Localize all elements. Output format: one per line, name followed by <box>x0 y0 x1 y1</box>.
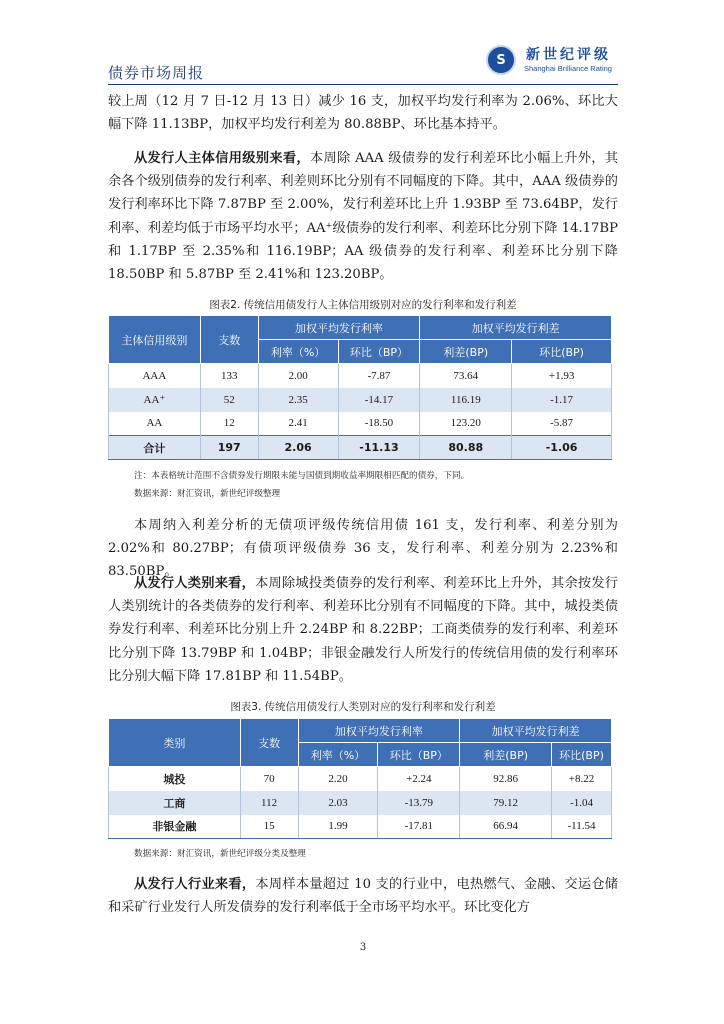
paragraph-lead: 从发行人类别来看， <box>134 576 256 591</box>
cell-spread: 73.64 <box>420 364 512 388</box>
cell-spread: 116.19 <box>420 388 512 412</box>
table3-header-rate-mom: 环比（BP） <box>378 743 460 767</box>
cell-category: 城投 <box>109 767 241 791</box>
cell-grade: AA <box>109 412 201 436</box>
table3-header-spread: 利差(BP) <box>460 743 552 767</box>
table-row <box>109 412 612 436</box>
paragraph-body: 本周除 AAA 级债券的发行利差环比小幅上升外，其余各个级别债券的发行利率、利差则环比分别有不同幅度的下降。其中，AAA 级债券的发行利率环比下降 7.87BP 至 2.00%，发行利差环比上升 1.93BP 至 73.64BP，发行利率、利差均低于市场平均水平；AA⁺级债券的发行利率、利差环比分别下降 14.17BP 和 1.17BP 至 2.35%和 116.19BP；AA 级债券的发行利率、利差环比分别下降 18.50BP 和 5.87BP 至 2.41%和 123.20BP。 <box>108 151 619 283</box>
company-name-cn: 新世纪评级 <box>526 47 611 63</box>
table-row <box>109 767 612 791</box>
cell-rate-mom: -11.13 <box>338 436 420 460</box>
company-logo-icon: S <box>486 45 516 75</box>
table2-note: 注：本表格统计范围不含债券发行期限未能与国债到期收益率期限相匹配的债券，下同。 <box>134 471 470 481</box>
cell-category: 工商 <box>109 791 241 815</box>
cell-spread: 80.88 <box>420 436 512 460</box>
table3-header-rate-group: 加权平均发行利率 <box>298 719 460 743</box>
cell-rate-mom: -14.17 <box>338 388 420 412</box>
table-row <box>109 791 612 815</box>
cell-spread-mom: -5.87 <box>512 412 612 436</box>
cell-category: 非银金融 <box>109 815 241 839</box>
cell-spread-mom: +8.22 <box>552 767 612 791</box>
table2-header-spread-mom: 环比(BP) <box>512 340 612 364</box>
table2-source: 数据来源：财汇资讯，新世纪评级整理 <box>134 489 281 499</box>
cell-spread-mom: -1.06 <box>512 436 612 460</box>
cell-spread-mom: +1.93 <box>512 364 612 388</box>
cell-rate-mom: +2.24 <box>378 767 460 791</box>
table2-caption: 图表2. 传统信用债发行人主体信用级别对应的发行利率和发行利差 <box>209 299 517 311</box>
page-number: 3 <box>359 942 367 953</box>
cell-rate-mom: -13.79 <box>378 791 460 815</box>
paragraph-intro: 较上周（12 月 7 日-12 月 13 日）减少 16 支，加权平均发行利率为 2.06%、环比大幅下降 11.13BP，加权平均发行利差为 80.88BP、环比基本持平。 <box>108 94 618 133</box>
cell-spread: 123.20 <box>420 412 512 436</box>
paragraph-body: 本周样本量超过 10 支的行业中，电热燃气、金融、交运仓储和采矿行业发行人所发债券的发行利率低于全市场平均水平。环比变化方 <box>108 877 618 916</box>
paragraph-lead: 从发行人行业来看， <box>134 877 256 892</box>
table-row-total <box>109 436 612 460</box>
cell-spread-mom: -11.54 <box>552 815 612 839</box>
table2-header-count: 支数 <box>200 316 258 364</box>
table3-header-spread-group: 加权平均发行利差 <box>460 719 612 743</box>
table2-header-rate-group: 加权平均发行利率 <box>258 316 420 340</box>
table3-source: 数据来源：财汇资讯，新世纪评级分类及整理 <box>134 849 306 859</box>
cell-count: 133 <box>200 364 258 388</box>
cell-grade: AA⁺ <box>109 388 201 412</box>
paragraph-credit-grade <box>108 147 618 286</box>
cell-spread-mom: -1.17 <box>512 388 612 412</box>
cell-rate: 2.06 <box>258 436 338 460</box>
table-row <box>109 815 612 839</box>
header-divider <box>108 84 618 85</box>
paragraph-lead: 从发行人主体信用级别来看， <box>134 151 310 166</box>
cell-count: 12 <box>200 412 258 436</box>
cell-count: 197 <box>200 436 258 460</box>
cell-rate: 2.00 <box>258 364 338 388</box>
table3-caption: 图表3. 传统信用债发行人类别对应的发行利率和发行利差 <box>230 701 496 713</box>
table2-header-spread-group: 加权平均发行利差 <box>420 316 612 340</box>
cell-rate-mom: -7.87 <box>338 364 420 388</box>
table2-header-rate-mom: 环比（BP） <box>338 340 420 364</box>
cell-spread-mom: -1.04 <box>552 791 612 815</box>
cell-grade: AAA <box>109 364 201 388</box>
cell-rate: 2.20 <box>298 767 378 791</box>
table2-header-grade: 主体信用级别 <box>109 316 201 364</box>
table2-header-spread: 利差(BP) <box>420 340 512 364</box>
cell-rate: 2.41 <box>258 412 338 436</box>
table3-issuer-type <box>108 718 612 839</box>
paragraph-industry <box>108 873 618 919</box>
cell-spread: 92.86 <box>460 767 552 791</box>
table3-header-spread-mom: 环比(BP) <box>552 743 612 767</box>
company-name-en: Shanghai Brilliance Rating <box>524 64 612 73</box>
cell-rate-mom: -17.81 <box>378 815 460 839</box>
cell-count: 112 <box>240 791 298 815</box>
table2-header-rate: 利率（%） <box>258 340 338 364</box>
paragraph-rating-split: 本周纳入利差分析的无债项评级传统信用债 161 支，发行利率、利差分别为 2.02%和 80.27BP；有债项评级债券 36 支，发行利率、利差分别为 2.23%和 83.50BP。 <box>108 518 618 580</box>
table3-header-rate: 利率（%） <box>298 743 378 767</box>
paragraph-issuer-type <box>108 572 618 688</box>
table3-header-category: 类别 <box>109 719 241 767</box>
cell-spread: 79.12 <box>460 791 552 815</box>
table-row <box>109 388 612 412</box>
cell-rate: 2.03 <box>298 791 378 815</box>
report-title: 债券市场周报 <box>108 64 205 82</box>
table3-header-count: 支数 <box>240 719 298 767</box>
page-header <box>108 40 618 82</box>
table-row <box>109 364 612 388</box>
cell-count: 15 <box>240 815 298 839</box>
cell-grade: 合计 <box>109 436 201 460</box>
cell-rate: 2.35 <box>258 388 338 412</box>
cell-rate: 1.99 <box>298 815 378 839</box>
cell-spread: 66.94 <box>460 815 552 839</box>
table2-credit-grade <box>108 315 612 460</box>
cell-count: 70 <box>240 767 298 791</box>
cell-count: 52 <box>200 388 258 412</box>
paragraph-body: 本周除城投类债券的发行利率、利差环比上升外，其余按发行人类别统计的各类债券的发行利率、利差环比分别有不同幅度的下降。其中，城投类债券发行利率、利差环比分别上升 2.24BP 和 8.22BP；工商类债券的发行利率、利差环比分别下降 13.79BP 和 1.04BP；非银金融发行人所发行的传统信用债的发行利率环比分别大幅下降 17.81BP 和 11.54BP。 <box>108 576 619 684</box>
cell-rate-mom: -18.50 <box>338 412 420 436</box>
